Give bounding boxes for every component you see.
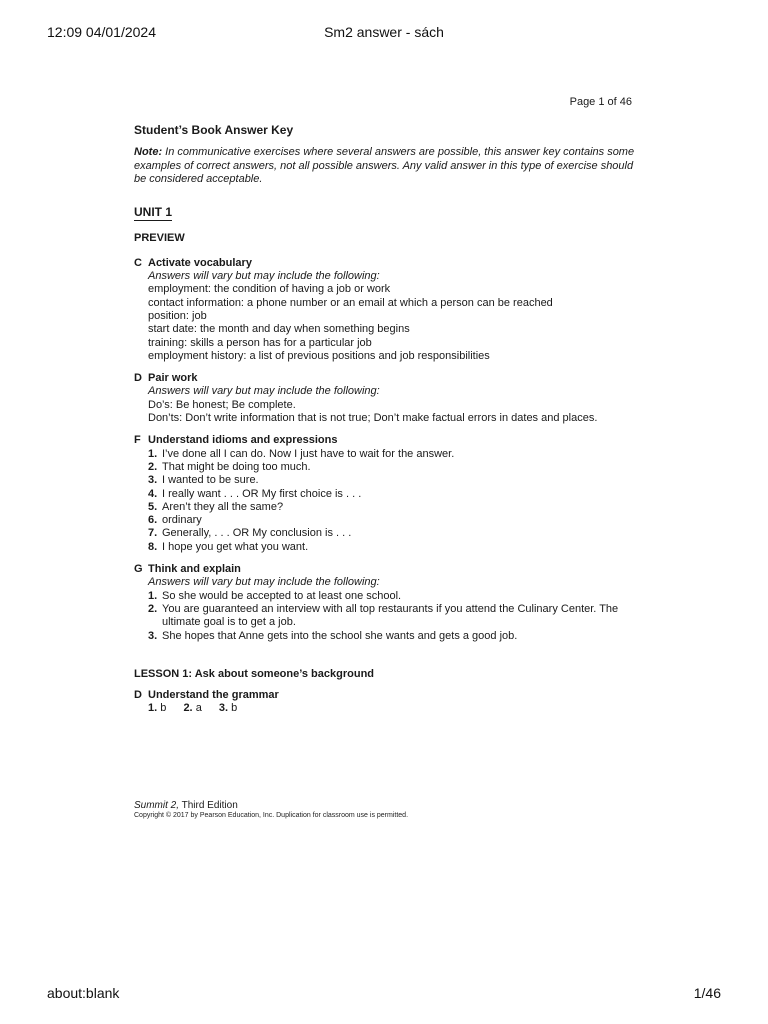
item-text: She hopes that Anne gets into the school she wants and gets a good job. — [162, 629, 518, 642]
answer-line: employment: the condition of having a job or work — [148, 283, 391, 296]
answer-line: Do’s: Be honest; Be complete. — [148, 398, 296, 411]
list-item — [148, 514, 644, 527]
list-item — [148, 590, 644, 603]
section-g — [134, 563, 644, 643]
section-f — [134, 434, 644, 554]
item-text: b — [160, 702, 167, 715]
item-number: 3. — [148, 629, 158, 642]
section-d — [134, 372, 644, 425]
list-item — [148, 527, 644, 540]
section-letter: D — [134, 689, 142, 702]
note-text: In communicative exercises where several answers are possible, this answer key contains some examples of correct answers, not all possible answers. Any valid answer in this type of exercise should be considered acceptable. — [134, 146, 635, 185]
print-doc-title: Sm2 answer - sách — [324, 24, 444, 40]
item-number: 3. — [218, 702, 229, 715]
item-number: 1. — [148, 702, 158, 715]
document-title: Student’s Book Answer Key — [134, 123, 294, 137]
page-number: Page 1 of 46 — [569, 96, 632, 108]
item-text: a — [195, 702, 202, 715]
item-number: 3. — [148, 474, 158, 487]
list-item — [148, 630, 644, 643]
section-title: Pair work — [148, 372, 198, 385]
section-title: Understand the grammar — [148, 689, 279, 702]
answer-line: start date: the month and day when something begins — [148, 323, 410, 336]
answer-pair — [148, 702, 166, 715]
unit-heading: UNIT 1 — [134, 206, 172, 221]
item-text: I really want . . . OR My first choice is . . . — [162, 487, 362, 500]
list-item — [148, 501, 644, 514]
item-number: 2. — [183, 702, 193, 715]
print-url: about:blank — [47, 985, 120, 1001]
answer-line: contact information: a phone number or an email at which a person can be reached — [148, 296, 553, 309]
print-header — [0, 24, 768, 42]
list-item — [148, 474, 644, 487]
item-number: 5. — [148, 500, 158, 513]
item-number: 2. — [148, 602, 158, 615]
book-edition — [134, 800, 238, 811]
answer-line: training: skills a person has for a particular job — [148, 336, 372, 349]
section-intro: Answers will vary but may include the following: — [148, 270, 380, 283]
document-body — [134, 124, 644, 716]
list-item — [148, 488, 644, 501]
item-number: 7. — [148, 527, 158, 540]
edition-text: Third Edition — [179, 800, 238, 811]
lesson1-section-d — [134, 689, 644, 716]
section-title: Activate vocabulary — [148, 256, 252, 269]
item-number: 4. — [148, 487, 158, 500]
print-page-count: 1/46 — [693, 985, 721, 1001]
answer-pair — [183, 702, 201, 715]
lesson-heading: LESSON 1: Ask about someone’s background — [134, 667, 375, 680]
copyright-notice: Copyright © 2017 by Pearson Education, Inc. Duplication for classroom use is permitted. — [134, 812, 409, 819]
section-letter: D — [134, 372, 142, 385]
answer-pair — [219, 702, 237, 715]
item-text: Aren’t they all the same? — [162, 500, 284, 513]
item-text: I wanted to be sure. — [162, 474, 259, 487]
list-item — [148, 541, 644, 554]
item-text: I’ve done all I can do. Now I just have to wait for the answer. — [162, 447, 455, 460]
section-letter: G — [134, 563, 143, 576]
item-text: That might be doing too much. — [162, 460, 311, 473]
section-title: Think and explain — [148, 563, 241, 576]
answer-line: Don’ts: Don’t write information that is not true; Don’t make factual errors in dates and places. — [148, 412, 598, 425]
section-title: Understand idioms and expressions — [148, 434, 338, 447]
item-text: So she would be accepted to at least one school. — [162, 589, 402, 602]
item-number: 6. — [148, 514, 158, 527]
item-text: Generally, . . . OR My conclusion is . . . — [162, 527, 352, 540]
section-c — [134, 257, 644, 363]
list-item — [148, 448, 644, 461]
section-intro: Answers will vary but may include the following: — [148, 576, 380, 589]
answer-line: position: job — [148, 309, 207, 322]
section-letter: F — [134, 434, 141, 447]
preview-heading: PREVIEW — [134, 232, 185, 245]
item-text: I hope you get what you want. — [162, 540, 309, 553]
print-datetime: 12:09 04/01/2024 — [47, 24, 156, 40]
item-text: ordinary — [162, 514, 202, 527]
item-number: 1. — [148, 589, 158, 602]
print-footer — [0, 985, 768, 1003]
item-number: 8. — [148, 540, 158, 553]
note-label: Note: — [134, 146, 163, 159]
list-item — [148, 461, 644, 474]
answer-line: employment history: a list of previous positions and job responsibilities — [148, 349, 490, 362]
item-text: b — [231, 702, 238, 715]
item-text: You are guaranteed an interview with all top restaurants if you attend the Culinary Center. The ultimate goal is to get a job. — [162, 602, 619, 629]
inline-answers — [148, 702, 644, 715]
section-intro: Answers will vary but may include the following: — [148, 385, 380, 398]
section-letter: C — [134, 256, 142, 269]
item-number: 1. — [148, 447, 158, 460]
item-number: 2. — [148, 460, 158, 473]
list-item — [148, 603, 644, 630]
book-title: Summit 2, — [134, 800, 180, 811]
note-paragraph — [134, 146, 644, 186]
